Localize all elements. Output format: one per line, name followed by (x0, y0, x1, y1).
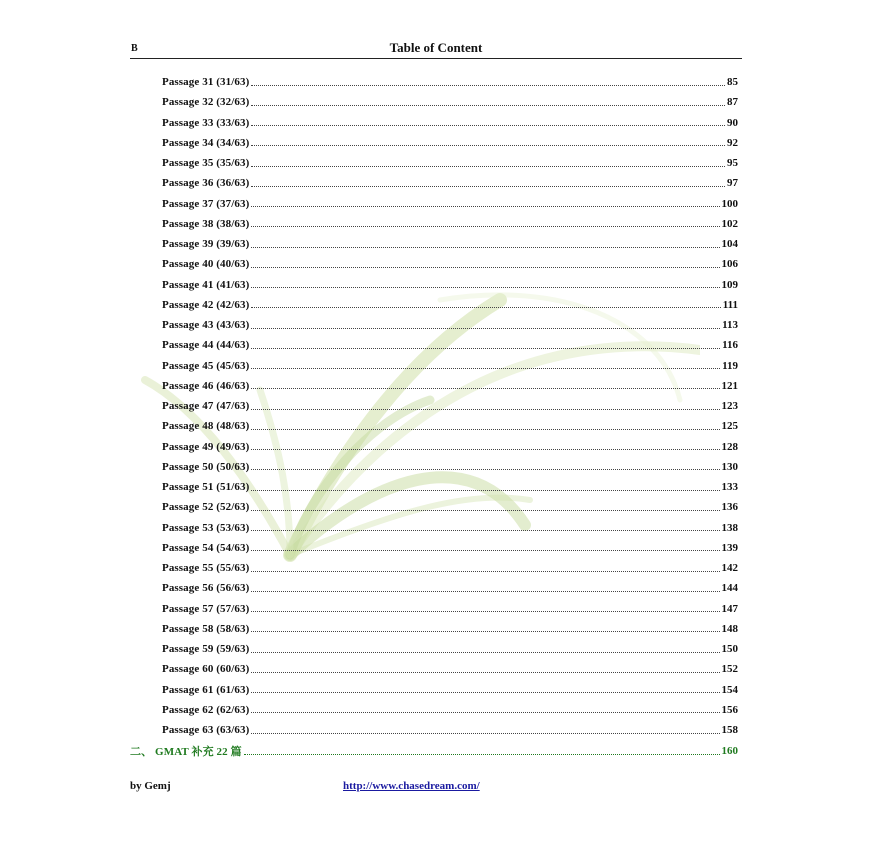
toc-list (162, 72, 738, 740)
toc-entry-label: Passage 44 (44/63) (162, 339, 250, 352)
toc-entry[interactable] (162, 639, 738, 659)
toc-dot-leader (251, 591, 719, 592)
toc-entry-page: 95 (727, 157, 738, 170)
toc-entry[interactable] (162, 416, 738, 436)
toc-entry-page: 154 (721, 683, 738, 696)
toc-entry-page: 85 (727, 76, 738, 89)
toc-entry[interactable] (162, 92, 738, 112)
toc-entry-label: Passage 35 (35/63) (162, 157, 250, 170)
toc-entry[interactable] (162, 153, 738, 173)
footer-website-link[interactable]: http://www.chasedream.com/ (343, 780, 480, 792)
toc-entry-label: Passage 40 (40/63) (162, 258, 250, 271)
toc-entry-page: 123 (721, 400, 738, 413)
toc-dot-leader (251, 145, 725, 146)
toc-entry[interactable] (162, 720, 738, 740)
toc-entry[interactable] (162, 113, 738, 133)
toc-entry[interactable] (162, 194, 738, 214)
toc-entry-page: 111 (722, 298, 738, 311)
toc-entry-page: 144 (721, 582, 738, 595)
toc-entry-page: 106 (721, 258, 738, 271)
toc-entry-label: Passage 47 (47/63) (162, 400, 250, 413)
toc-entry-page: 102 (721, 217, 738, 230)
toc-entry-label: Passage 32 (32/63) (162, 96, 250, 109)
toc-entry-page: 150 (721, 643, 738, 656)
page-title: Table of Content (389, 40, 483, 55)
toc-entry-page: 121 (721, 379, 738, 392)
toc-entry-label: Passage 42 (42/63) (162, 298, 250, 311)
toc-entry-page: 125 (721, 420, 738, 433)
toc-entry-label: Passage 36 (36/63) (162, 177, 250, 190)
toc-entry-page: 90 (727, 116, 738, 129)
toc-section-label: 二、 GMAT 补充 22 篇 (130, 746, 242, 758)
toc-dot-leader (251, 368, 720, 369)
toc-dot-leader (251, 328, 720, 329)
toc-entry-page: 136 (721, 501, 738, 514)
toc-entry-label: Passage 52 (52/63) (162, 501, 250, 514)
toc-section-page: 160 (721, 745, 738, 757)
toc-entry-page: 152 (721, 663, 738, 676)
toc-entry-label: Passage 63 (63/63) (162, 724, 250, 737)
toc-entry-label: Passage 31 (31/63) (162, 76, 250, 89)
toc-entry[interactable] (162, 315, 738, 335)
toc-entry[interactable] (162, 254, 738, 274)
toc-entry[interactable] (162, 335, 738, 355)
toc-entry[interactable] (162, 396, 738, 416)
toc-dot-leader (251, 490, 719, 491)
toc-entry-label: Passage 59 (59/63) (162, 643, 250, 656)
toc-entry-label: Passage 55 (55/63) (162, 562, 250, 575)
toc-dot-leader (244, 754, 720, 755)
toc-entry-page: 147 (721, 602, 738, 615)
toc-entry-page: 116 (722, 339, 738, 352)
toc-dot-leader (251, 85, 725, 86)
toc-entry[interactable] (162, 234, 738, 254)
toc-entry-page: 138 (721, 521, 738, 534)
toc-entry-label: Passage 45 (45/63) (162, 359, 250, 372)
toc-dot-leader (251, 409, 719, 410)
toc-entry[interactable] (162, 599, 738, 619)
toc-entry-label: Passage 39 (39/63) (162, 238, 250, 251)
toc-dot-leader (251, 186, 725, 187)
toc-dot-leader (251, 652, 719, 653)
toc-entry-label: Passage 56 (56/63) (162, 582, 250, 595)
toc-entry-label: Passage 48 (48/63) (162, 420, 250, 433)
toc-dot-leader (251, 206, 719, 207)
toc-entry[interactable] (162, 538, 738, 558)
toc-entry-page: 109 (721, 278, 738, 291)
toc-entry-page: 148 (721, 622, 738, 635)
toc-dot-leader (251, 510, 719, 511)
toc-dot-leader (251, 105, 725, 106)
toc-entry[interactable] (162, 680, 738, 700)
toc-dot-leader (251, 388, 719, 389)
toc-dot-leader (251, 530, 719, 531)
toc-entry[interactable] (162, 72, 738, 92)
toc-dot-leader (251, 733, 719, 734)
toc-entry-page: 142 (721, 562, 738, 575)
toc-entry-label: Passage 46 (46/63) (162, 379, 250, 392)
toc-entry-label: Passage 58 (58/63) (162, 622, 250, 635)
toc-entry[interactable] (162, 477, 738, 497)
toc-entry-page: 113 (722, 319, 738, 332)
toc-entry-label: Passage 49 (49/63) (162, 440, 250, 453)
toc-entry-label: Passage 34 (34/63) (162, 136, 250, 149)
toc-entry-label: Passage 57 (57/63) (162, 602, 250, 615)
toc-entry-label: Passage 54 (54/63) (162, 541, 250, 554)
toc-entry[interactable] (162, 518, 738, 538)
toc-entry-page: 139 (721, 541, 738, 554)
toc-dot-leader (251, 429, 719, 430)
toc-entry-label: Passage 60 (60/63) (162, 663, 250, 676)
toc-entry-label: Passage 38 (38/63) (162, 217, 250, 230)
toc-dot-leader (251, 226, 719, 227)
toc-dot-leader (251, 348, 720, 349)
page-header (130, 40, 742, 59)
toc-entry-page: 100 (721, 197, 738, 210)
toc-entry-page: 133 (721, 481, 738, 494)
toc-entry-page: 119 (722, 359, 738, 372)
header-letter: B (131, 43, 138, 54)
toc-dot-leader (251, 631, 719, 632)
toc-entry[interactable] (162, 295, 738, 315)
toc-dot-leader (251, 267, 719, 268)
toc-entry[interactable] (162, 700, 738, 720)
toc-entry-page: 128 (721, 440, 738, 453)
toc-entry-label: Passage 53 (53/63) (162, 521, 250, 534)
toc-dot-leader (251, 571, 719, 572)
toc-dot-leader (251, 125, 725, 126)
toc-entry[interactable] (162, 578, 738, 598)
toc-entry[interactable] (162, 497, 738, 517)
toc-entry[interactable] (162, 356, 738, 376)
toc-entry[interactable] (162, 437, 738, 457)
toc-entry[interactable] (162, 214, 738, 234)
toc-dot-leader (251, 247, 719, 248)
toc-entry-page: 104 (721, 238, 738, 251)
toc-entry[interactable] (162, 659, 738, 679)
toc-entry-page: 130 (721, 460, 738, 473)
toc-entry-label: Passage 51 (51/63) (162, 481, 250, 494)
toc-dot-leader (251, 611, 719, 612)
toc-dot-leader (251, 469, 719, 470)
toc-dot-leader (251, 692, 719, 693)
toc-entry-label: Passage 41 (41/63) (162, 278, 250, 291)
toc-dot-leader (251, 550, 719, 551)
toc-entry[interactable] (162, 133, 738, 153)
footer-author: by Gemj (130, 780, 171, 792)
toc-dot-leader (251, 307, 720, 308)
toc-dot-leader (251, 287, 719, 288)
toc-entry[interactable] (162, 275, 738, 295)
toc-entry-label: Passage 33 (33/63) (162, 116, 250, 129)
toc-entry-page: 158 (721, 724, 738, 737)
toc-entry-page: 87 (727, 96, 738, 109)
toc-entry[interactable] (162, 457, 738, 477)
toc-entry[interactable] (162, 619, 738, 639)
toc-dot-leader (251, 712, 719, 713)
toc-entry[interactable] (162, 376, 738, 396)
toc-section-entry[interactable] (130, 743, 738, 759)
toc-entry-label: Passage 37 (37/63) (162, 197, 250, 210)
toc-dot-leader (251, 449, 719, 450)
toc-entry-label: Passage 61 (61/63) (162, 683, 250, 696)
toc-dot-leader (251, 672, 719, 673)
toc-entry-page: 92 (727, 136, 738, 149)
toc-entry-label: Passage 50 (50/63) (162, 460, 250, 473)
toc-entry[interactable] (162, 558, 738, 578)
toc-entry-page: 97 (727, 177, 738, 190)
toc-dot-leader (251, 166, 725, 167)
toc-entry-label: Passage 62 (62/63) (162, 703, 250, 716)
toc-entry[interactable] (162, 173, 738, 193)
toc-entry-label: Passage 43 (43/63) (162, 319, 250, 332)
toc-entry-page: 156 (721, 703, 738, 716)
